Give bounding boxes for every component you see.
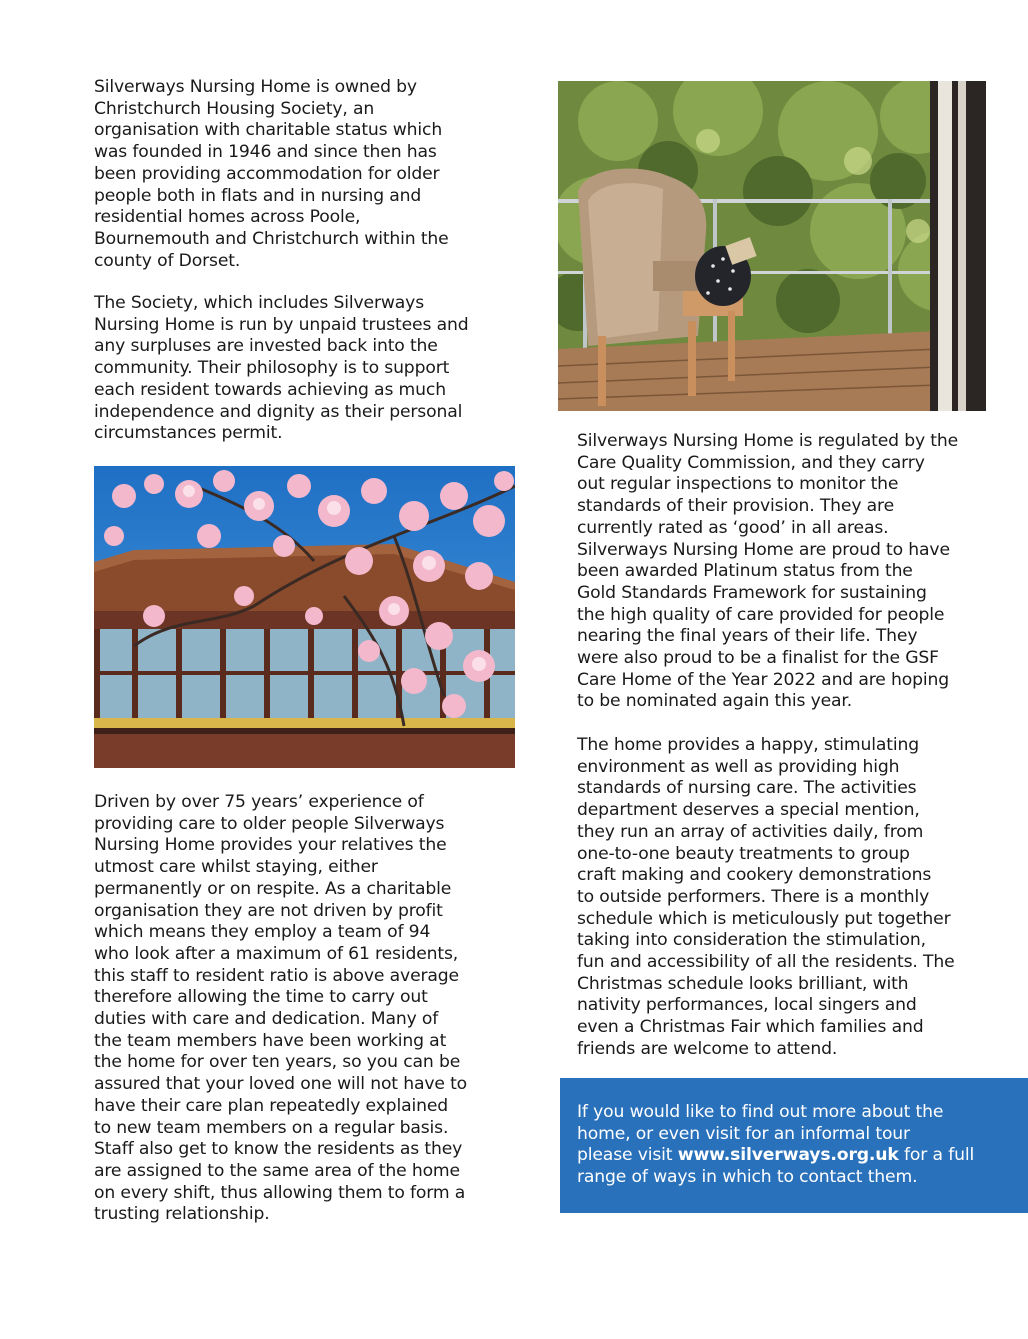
contact-callout-text: [577, 1102, 974, 1189]
intro-paragraph: Silverways Nursing Home is owned by Christchurch Housing Society, an organisation with charitable status which was founded in 1946 and since then has been providing accommodation for older people both in flats and in nursing and residential homes across Poole, Bournemouth and Christchurch within the county of Dorset.: [94, 77, 449, 271]
experience-paragraph: Driven by over 75 years’ experience of providing care to older people Silverways Nursing Home provides your relatives the utmost care whilst staying, either permanently or on respite. As a charitable organisation they are not driven by profit which means they employ a team of 94 who look after a maximum of 61 residents, this staff to resident ratio is above average therefore allowing the time to carry out duties with care and dedication. Many of the team members have been working at the home for over ten years, so you can be assured that your loved one will not have to have their care plan repeatedly explained to new team members on a regular basis. Staff also get to know the residents as they are assigned to the same area of the home on every shift, thus allowing them to form a trusting relationship.: [94, 792, 468, 1225]
website-link[interactable]: www.silverways.org.uk: [677, 1145, 899, 1166]
cta-line-1: If you would like to find out more about the: [577, 1102, 944, 1122]
cta-line-3-post: for a full: [898, 1145, 975, 1166]
contact-callout: [560, 1078, 1028, 1213]
activities-paragraph: The home provides a happy, stimulating environment as well as providing high standards of nursing care. The activities department deserves a special mention, they run an array of activities daily, from one-to-one beauty treatments to group craft making and cookery demonstrations to outside performers. There is a monthly schedule which is meticulously put together taking into consideration the stimulation, fun and accessibility of all the residents. The Christmas schedule looks brilliant, with nativity performances, local singers and even a Christmas Fair which families and friends are welcome to attend.: [577, 735, 955, 1059]
cta-line-3-pre: please visit: [577, 1145, 678, 1166]
society-paragraph: The Society, which includes Silverways Nursing Home is run by unpaid trustees and any surpluses are invested back into the community. Their philosophy is to support each resident towards achieving as much independence and dignity as their personal circumstances permit.: [94, 293, 469, 444]
armchair-balcony-photo: [558, 81, 986, 411]
cta-line-4: range of ways in which to contact them.: [577, 1167, 918, 1188]
cta-line-2: home, or even visit for an informal tour: [577, 1123, 910, 1144]
cherry-blossom-photo: [94, 466, 515, 768]
regulation-paragraph: Silverways Nursing Home is regulated by the Care Quality Commission, and they carry out regular inspections to monitor the standards of their provision. They are currently rated as ‘good’ in all areas. Silverways Nursing Home are proud to have been awarded Platinum status from the Gold Standards Framework for sustaining the high quality of care provided for people nearing the final years of their life. They were also proud to be a finalist for the GSF Care Home of the Year 2022 and are hoping to be nominated again this year.: [577, 431, 959, 712]
cta-line-3: [577, 1145, 974, 1167]
